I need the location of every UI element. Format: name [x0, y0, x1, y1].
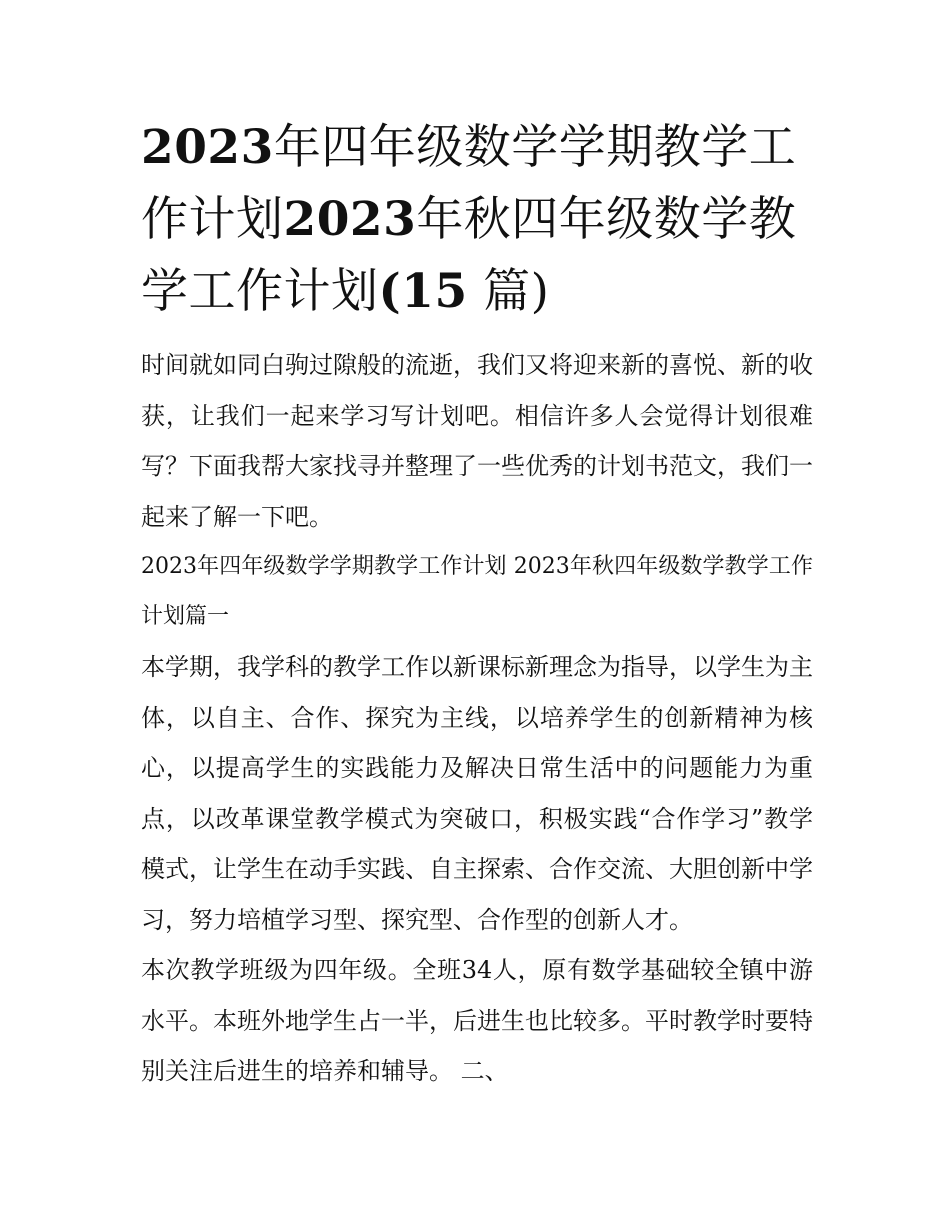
- title-text-1: 年四年级数学学期教学工作计划: [141, 120, 797, 247]
- body-paragraph-2: 本次教学班级为四年级。全班34人，原有数学基础较全镇中游水平。本班外地学生占一半，后进生也比较多。平时教学时要特别关注后进生的培养和辅导。 二、: [141, 956, 813, 1085]
- document-page: [141, 112, 813, 1097]
- body-paragraph-1: 本学期，我学科的教学工作以新课标新理念为指导，以学生为主体，以自主、合作、探究为主线，以培养学生的创新精神为核心，以提高学生的实践能力及解决日常生活中的问题能力为重点，以改革课堂教学模式为突破口，积极实践“合作学习”教学模式，让学生在动手实践、自主探索、合作交流、大胆创新中学习，努力培植学习型、探究型、合作型的创新人才。: [141, 653, 813, 934]
- title-text-2: 年秋四年级数学教学工作计划: [141, 192, 797, 319]
- title-count: (15: [378, 264, 468, 319]
- title-year-1: 2023: [141, 120, 274, 175]
- title-text-3: 篇): [483, 264, 550, 319]
- intro-paragraph: 时间就如同白驹过隙般的流逝，我们又将迎来新的喜悦、新的收获，让我们一起来学习写计划吧。相信许多人会觉得计划很难写？下面我帮大家找寻并整理了一些优秀的计划书范文，我们一起来了解一下吧。: [141, 351, 813, 531]
- section-heading: 2023年四年级数学学期教学工作计划 2023年秋四年级数学教学工作计划篇一: [141, 554, 813, 629]
- title-year-2: 2023: [283, 192, 417, 247]
- document-title: [141, 112, 813, 328]
